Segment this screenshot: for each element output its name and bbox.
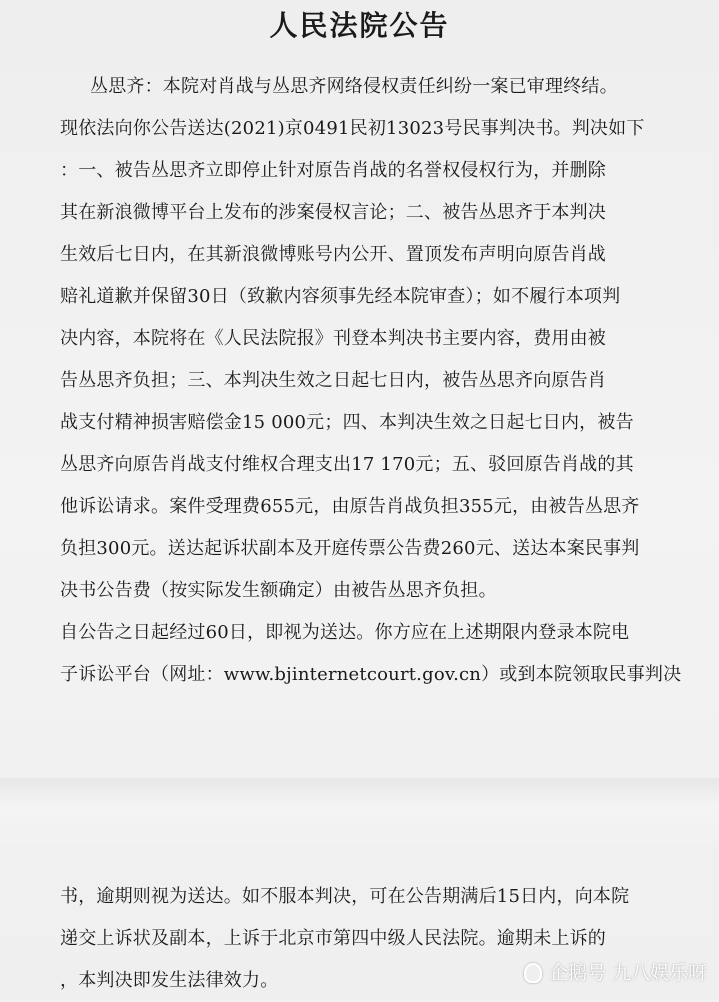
page-seam xyxy=(0,778,719,848)
text-line: 战支付精神损害赔偿金15 000元；四、本判决生效之日起七日内，被告 xyxy=(60,412,634,433)
text-line: 负担300元。送达起诉状副本及开庭传票公告费260元、送达本案民事判 xyxy=(60,538,640,559)
text-line: 丛思齐：本院对肖战与丛思齐网络侵权责任纠纷一案已审理终结。 xyxy=(90,76,618,97)
notice-body xyxy=(60,66,700,696)
text-line: 他诉讼请求。案件受理费655元，由原告肖战负担355元，由被告丛思齐 xyxy=(60,496,640,517)
watermark-text: 企鹅号 九八娱乐呀 xyxy=(548,962,707,984)
text-line: 自公告之日起经过60日，即视为送达。你方应在上述期限内登录本院电 xyxy=(60,622,630,643)
text-line: ，本判决即发生法律效力。 xyxy=(60,970,279,991)
text-line: 子诉讼平台（网址：www.bjinternetcourt.gov.cn）或到本院领取民事判决 xyxy=(60,664,682,685)
text-line: 生效后七日内，在其新浪微博账号内公开、置顶发布声明向原告肖战 xyxy=(60,244,606,265)
notice-title: 人民法院公告 xyxy=(269,9,450,42)
text-line: 赔礼道歉并保留30日（致歉内容须事先经本院审查）；如不履行本项判 xyxy=(60,286,621,307)
text-line: 现依法向你公告送达(2021)京0491民初13023号民事判决书。判决如下 xyxy=(60,118,645,139)
text-line: 丛思齐向原告肖战支付维权合理支出17 170元；五、驳回原告肖战的其 xyxy=(60,454,634,475)
text-line: 书，逾期则视为送达。如不服本判决，可在公告期满后15日内，向本院 xyxy=(60,886,630,907)
text-line: 告丛思齐负担；三、本判决生效之日起七日内，被告丛思齐向原告肖 xyxy=(60,370,606,391)
text-line: 其在新浪微博平台上发布的涉案侵权言论；二、被告丛思齐于本判决 xyxy=(60,202,606,223)
text-line: ：一、被告丛思齐立即停止针对原告肖战的名誉权侵权行为，并删除 xyxy=(60,160,606,181)
text-line: 决书公告费（按实际发生额确定）由被告丛思齐负担。 xyxy=(60,580,497,601)
penguin-icon xyxy=(521,961,543,983)
text-line: 递交上诉状及副本，上诉于北京市第四中级人民法院。逾期未上诉的 xyxy=(60,928,606,949)
watermark xyxy=(521,958,707,985)
text-line: 决内容，本院将在《人民法院报》刊登本判决书主要内容，费用由被 xyxy=(60,328,606,349)
